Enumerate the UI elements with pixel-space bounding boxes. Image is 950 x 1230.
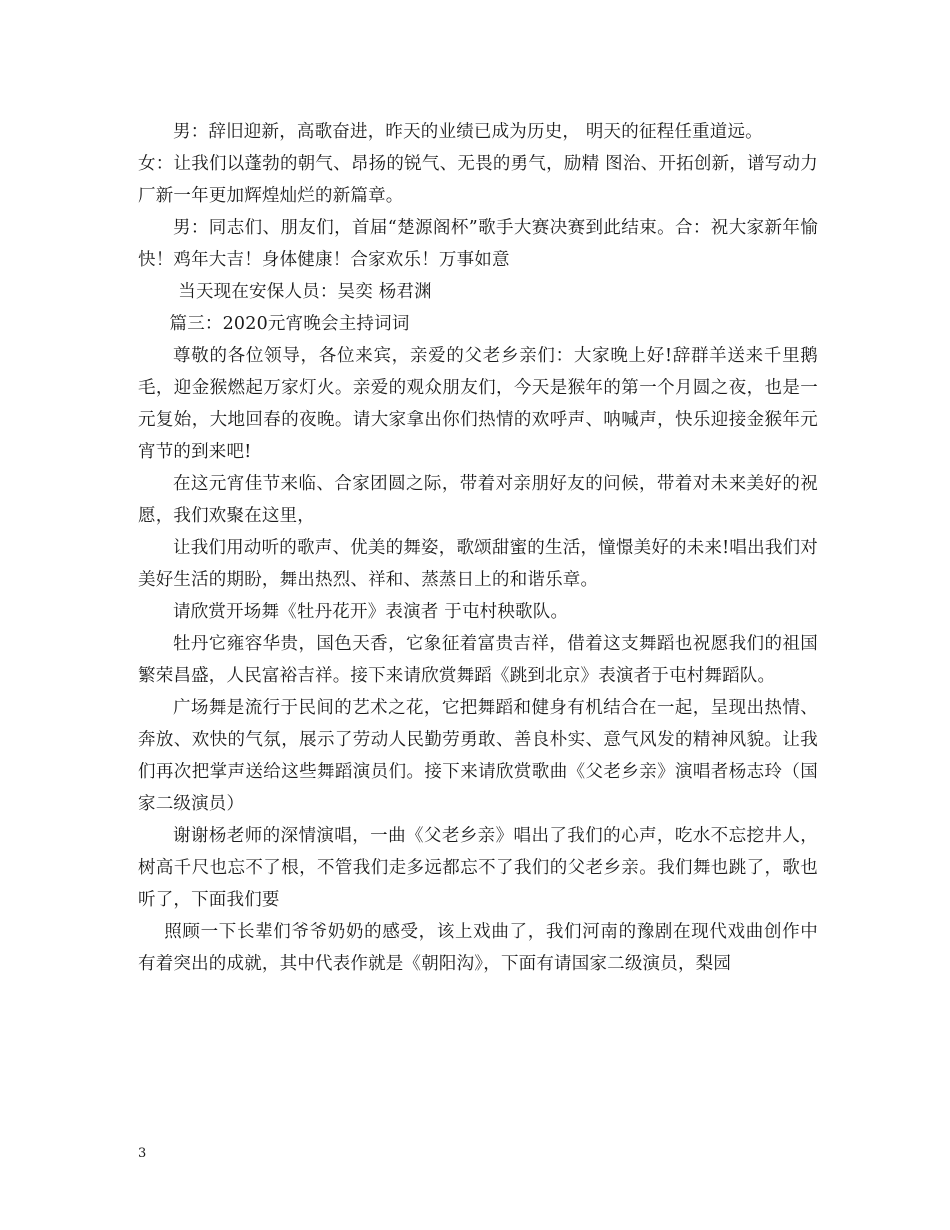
paragraph-gathering: 在这元宵佳节来临、合家团圆之际，带着对亲朋好友的问候，带着对未来美好的祝愿，我们欢聚在这里， xyxy=(138,474,818,526)
paragraph-song-dance: 让我们用动听的歌声、优美的舞姿，歌颂甜蜜的生活，憧憬美好的未来!唱出我们对美好生活的期盼，舞出热烈、祥和、蒸蒸日上的和谐乐章。 xyxy=(138,538,818,590)
paragraph-closing-wishes: 男：同志们、朋友们，首届“楚源阁杯”歌手大赛决赛到此结束。合：祝大家新年愉快！鸡年大吉！身体健康！合家欢乐！万事如意 xyxy=(138,218,818,270)
paragraph-thanks-singer: 谢谢杨老师的深情演唱，一曲《父老乡亲》唱出了我们的心声，吃水不忘挖井人，树高千尺也忘不了根，不管我们走多远都忘不了我们的父老乡亲。我们舞也跳了，歌也听了，下面我们要 xyxy=(138,826,818,910)
paragraph-opera: 照顾一下长辈们爷爷奶奶的感受，该上戏曲了，我们河南的豫剧在现代戏曲创作中有着突出的成就，其中代表作就是《朝阳沟》，下面有请国家二级演员，梨园 xyxy=(138,922,818,974)
document-body xyxy=(138,116,818,980)
paragraph-female-vision: 女：让我们以蓬勃的朝气、昂扬的锐气、无畏的勇气，励精 图治、开拓创新，谱写动力厂新一年更加辉煌灿烂的新篇章。 xyxy=(138,154,818,206)
page-number: 3 xyxy=(138,1146,147,1161)
paragraph-opening-greeting: 尊敬的各位领导，各位来宾，亲爱的父老乡亲们：大家晚上好!辞群羊送来千里鹅毛，迎金猴燃起万家灯火。亲爱的观众朋友们，今天是猴年的第一个月圆之夜，也是一元复始，大地回春的夜晚。请大家拿出你们热情的欢呼声、呐喊声，快乐迎接金猴年元宵节的到来吧! xyxy=(138,346,818,462)
paragraph-square-dance: 广场舞是流行于民间的艺术之花，它把舞蹈和健身有机结合在一起，呈现出热情、奔放、欢快的气氛，展示了劳动人民勤劳勇敢、善良朴实、意气风发的精神风貌。让我们再次把掌声送给这些舞蹈演员们。接下来请欣赏歌曲《父老乡亲》演唱者杨志玲（国家二级演员） xyxy=(138,698,818,814)
paragraph-male-farewell: 男：辞旧迎新，高歌奋进，昨天的业绩已成为历史， 明天的征程任重道远。 xyxy=(173,122,763,142)
paragraph-opening-dance: 请欣赏开场舞《牡丹花开》表演者 于屯村秧歌队。 xyxy=(173,602,569,622)
paragraph-peony-dance: 牡丹它雍容华贵，国色天香，它象征着富贵吉祥，借着这支舞蹈也祝愿我们的祖国繁荣昌盛，人民富裕吉祥。接下来请欣赏舞蹈《跳到北京》表演者于屯村舞蹈队。 xyxy=(138,634,818,686)
paragraph-security-staff: 当天现在安保人员：吴奕 杨君渊 xyxy=(178,282,432,302)
section-heading-part-three: 篇三：2020元宵晚会主持词词 xyxy=(169,314,410,334)
